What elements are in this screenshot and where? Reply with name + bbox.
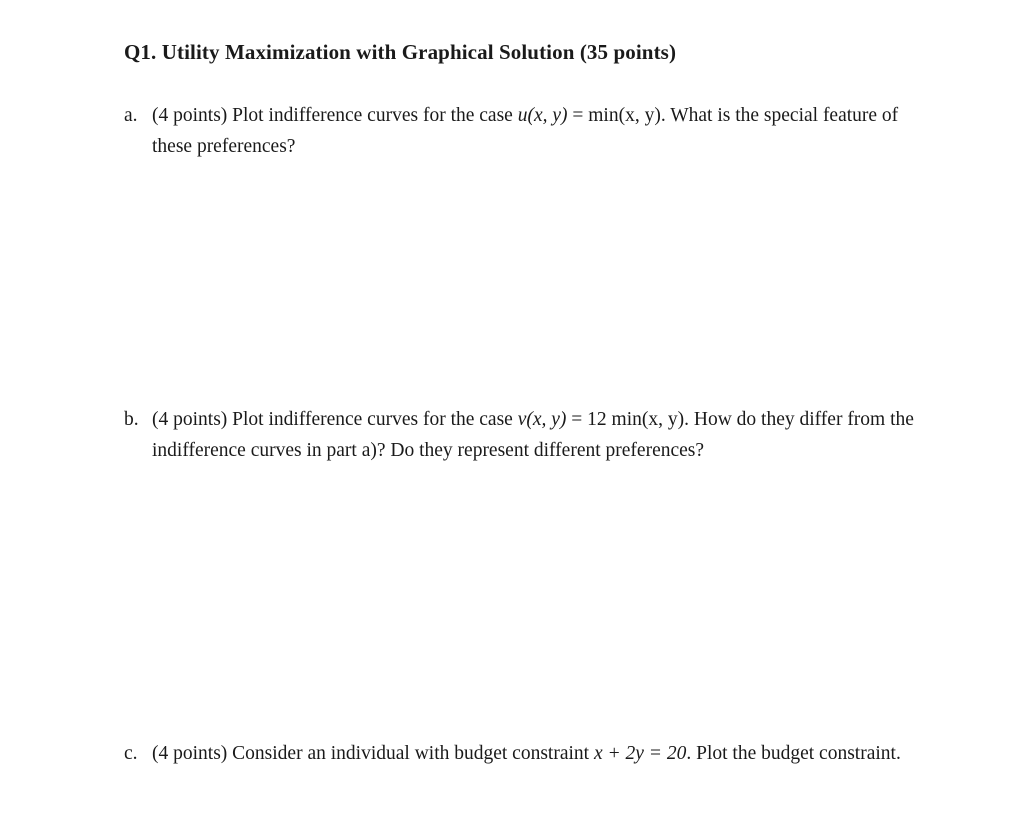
part-b-text-after: . How do they differ from the indifference curves in part a)? Do they represent different preferences? xyxy=(152,409,914,461)
part-c-text-after: . Plot the budget constraint. xyxy=(686,743,901,764)
part-b-marker: b. xyxy=(124,409,139,430)
part-a-func-name: u xyxy=(517,105,528,126)
part-b-func-args: (x, y) xyxy=(526,409,567,430)
part-a-marker: a. xyxy=(124,105,138,126)
part-b-equals: = xyxy=(566,409,588,430)
part-a-text xyxy=(152,100,924,162)
part-a-func-args: (x, y) xyxy=(527,105,568,126)
part-c-text-before: Consider an individual with budget constraint xyxy=(232,743,590,764)
part-c-points: (4 points) xyxy=(152,743,228,764)
part-b-text-before: Plot indifference curves for the case xyxy=(232,409,513,430)
part-c-marker: c. xyxy=(124,743,138,764)
part-b-text xyxy=(152,404,924,466)
question-title: Q1. Utility Maximization with Graphical Solution xyxy=(124,40,575,64)
part-c-text xyxy=(152,738,924,769)
part-a-text-before: Plot indifference curves for the case xyxy=(232,105,513,126)
part-a xyxy=(124,100,924,162)
part-b xyxy=(124,404,924,466)
part-b-func-name: v xyxy=(517,409,527,430)
part-b-func-rhs: 12 min(x, y) xyxy=(587,409,685,430)
question-points: (35 points) xyxy=(579,40,677,64)
part-a-func-rhs: min(x, y) xyxy=(588,105,661,126)
part-a-points: (4 points) xyxy=(152,105,228,126)
part-c xyxy=(124,738,924,769)
part-a-equals: = xyxy=(567,105,589,126)
part-b-points: (4 points) xyxy=(152,409,228,430)
part-a-text-after: . What is the special feature of these preferences? xyxy=(152,105,899,157)
part-c-equation: x + 2y = 20 xyxy=(593,743,687,764)
question-heading xyxy=(124,40,676,65)
